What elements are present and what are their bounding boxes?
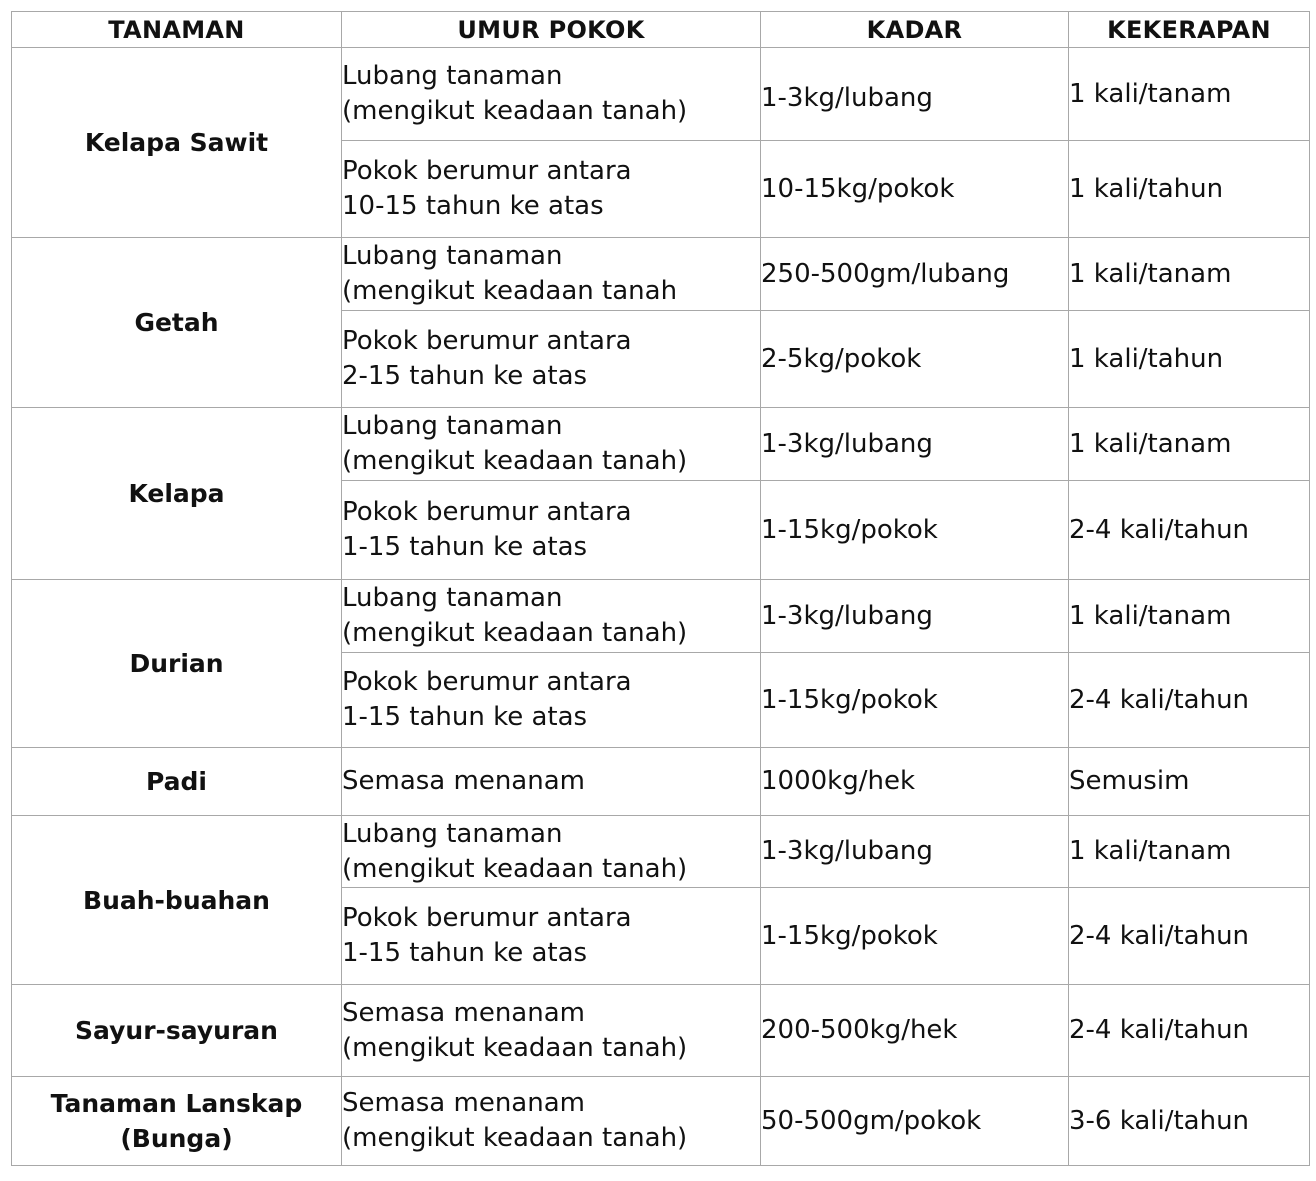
age-line: 1-15 tahun ke atas xyxy=(342,938,588,968)
age-cell xyxy=(342,748,761,816)
freq-cell: Semusim xyxy=(1069,748,1310,816)
header-kadar: KADAR xyxy=(761,12,1069,48)
age-line: 1-15 tahun ke atas xyxy=(342,702,588,732)
table-row xyxy=(12,1077,1310,1166)
age-cell xyxy=(342,653,761,748)
age-line: Lubang tanaman xyxy=(342,411,563,441)
age-line: (mengikut keadaan tanah) xyxy=(342,96,688,126)
crop-cell xyxy=(12,238,342,408)
header-tanaman: TANAMAN xyxy=(12,12,342,48)
age-line: Pokok berumur antara xyxy=(342,156,632,186)
table-row xyxy=(12,748,1310,816)
crop-cell xyxy=(12,748,342,816)
fertilizer-table xyxy=(11,11,1310,1166)
crop-name: Kelapa Sawit xyxy=(84,128,269,157)
age-line: (mengikut keadaan tanah) xyxy=(342,1123,688,1153)
crop-cell xyxy=(12,580,342,748)
table-header-row xyxy=(12,12,1310,48)
age-line: Semasa menanam xyxy=(342,766,585,796)
age-cell xyxy=(342,408,761,481)
crop-cell xyxy=(12,408,342,580)
crop-name: (Bunga) xyxy=(120,1124,233,1153)
age-line: Lubang tanaman xyxy=(342,241,563,271)
age-line: 10-15 tahun ke atas xyxy=(342,191,604,221)
age-cell xyxy=(342,481,761,580)
age-line: Pokok berumur antara xyxy=(342,326,632,356)
age-cell xyxy=(342,48,761,141)
crop-name: Padi xyxy=(146,767,207,796)
rate-cell: 1-3kg/lubang xyxy=(761,816,1069,888)
age-line: 1-15 tahun ke atas xyxy=(342,532,588,562)
age-line: Semasa menanam xyxy=(342,1088,585,1118)
age-cell xyxy=(342,311,761,408)
table-body xyxy=(12,48,1310,1166)
age-cell xyxy=(342,238,761,311)
age-line: Pokok berumur antara xyxy=(342,667,632,697)
rate-cell: 1-15kg/pokok xyxy=(761,888,1069,985)
age-line: (mengikut keadaan tanah) xyxy=(342,446,688,476)
table-row xyxy=(12,48,1310,141)
rate-cell: 200-500kg/hek xyxy=(761,985,1069,1077)
crop-name: Tanaman Lanskap xyxy=(50,1089,303,1118)
rate-cell: 10-15kg/pokok xyxy=(761,141,1069,238)
crop-cell xyxy=(12,816,342,985)
age-line: Lubang tanaman xyxy=(342,583,563,613)
table-row xyxy=(12,238,1310,311)
rate-cell: 1-3kg/lubang xyxy=(761,48,1069,141)
age-line: (mengikut keadaan tanah) xyxy=(342,1032,688,1063)
age-line: (mengikut keadaan tanah xyxy=(342,276,678,306)
freq-cell: 3-6 kali/tahun xyxy=(1069,1077,1310,1166)
age-line: Lubang tanaman xyxy=(342,818,563,849)
rate-cell: 50-500gm/pokok xyxy=(761,1077,1069,1166)
freq-cell: 2-4 kali/tahun xyxy=(1069,653,1310,748)
table-row xyxy=(12,985,1310,1077)
rate-cell: 1-3kg/lubang xyxy=(761,580,1069,653)
age-cell xyxy=(342,580,761,653)
crop-name: Durian xyxy=(129,649,224,678)
rate-cell: 1-15kg/pokok xyxy=(761,653,1069,748)
crop-name: Getah xyxy=(134,308,219,337)
freq-cell: 1 kali/tanam xyxy=(1069,48,1310,141)
rate-cell: 1-15kg/pokok xyxy=(761,481,1069,580)
age-cell xyxy=(342,816,761,888)
age-line: Pokok berumur antara xyxy=(342,903,632,933)
crop-cell xyxy=(12,985,342,1077)
freq-cell: 1 kali/tanam xyxy=(1069,580,1310,653)
freq-cell: 1 kali/tanam xyxy=(1069,238,1310,311)
rate-cell: 250-500gm/lubang xyxy=(761,238,1069,311)
header-umur-pokok: UMUR POKOK xyxy=(342,12,761,48)
crop-cell xyxy=(12,1077,342,1166)
age-line: Semasa menanam xyxy=(342,997,585,1028)
age-line: (mengikut keadaan tanah) xyxy=(342,618,688,648)
crop-name: Kelapa xyxy=(128,479,225,508)
crop-name: Buah-buahan xyxy=(83,885,270,915)
age-cell xyxy=(342,141,761,238)
header-kekerapan: KEKERAPAN xyxy=(1069,12,1310,48)
table-row xyxy=(12,580,1310,653)
age-cell xyxy=(342,985,761,1077)
age-line: (mengikut keadaan tanah) xyxy=(342,853,688,884)
rate-cell: 1000kg/hek xyxy=(761,748,1069,816)
age-line: Pokok berumur antara xyxy=(342,497,632,527)
age-cell xyxy=(342,1077,761,1166)
freq-cell: 1 kali/tahun xyxy=(1069,141,1310,238)
table-row xyxy=(12,816,1310,888)
freq-cell: 2-4 kali/tahun xyxy=(1069,985,1310,1077)
freq-cell: 2-4 kali/tahun xyxy=(1069,481,1310,580)
crop-name: Sayur-sayuran xyxy=(75,1016,278,1045)
age-line: 2-15 tahun ke atas xyxy=(342,361,588,391)
table-row xyxy=(12,408,1310,481)
freq-cell: 2-4 kali/tahun xyxy=(1069,888,1310,985)
age-cell xyxy=(342,888,761,985)
rate-cell: 2-5kg/pokok xyxy=(761,311,1069,408)
crop-cell xyxy=(12,48,342,238)
age-line: Lubang tanaman xyxy=(342,61,563,91)
rate-cell: 1-3kg/lubang xyxy=(761,408,1069,481)
freq-cell: 1 kali/tanam xyxy=(1069,816,1310,888)
freq-cell: 1 kali/tahun xyxy=(1069,311,1310,408)
freq-cell: 1 kali/tanam xyxy=(1069,408,1310,481)
